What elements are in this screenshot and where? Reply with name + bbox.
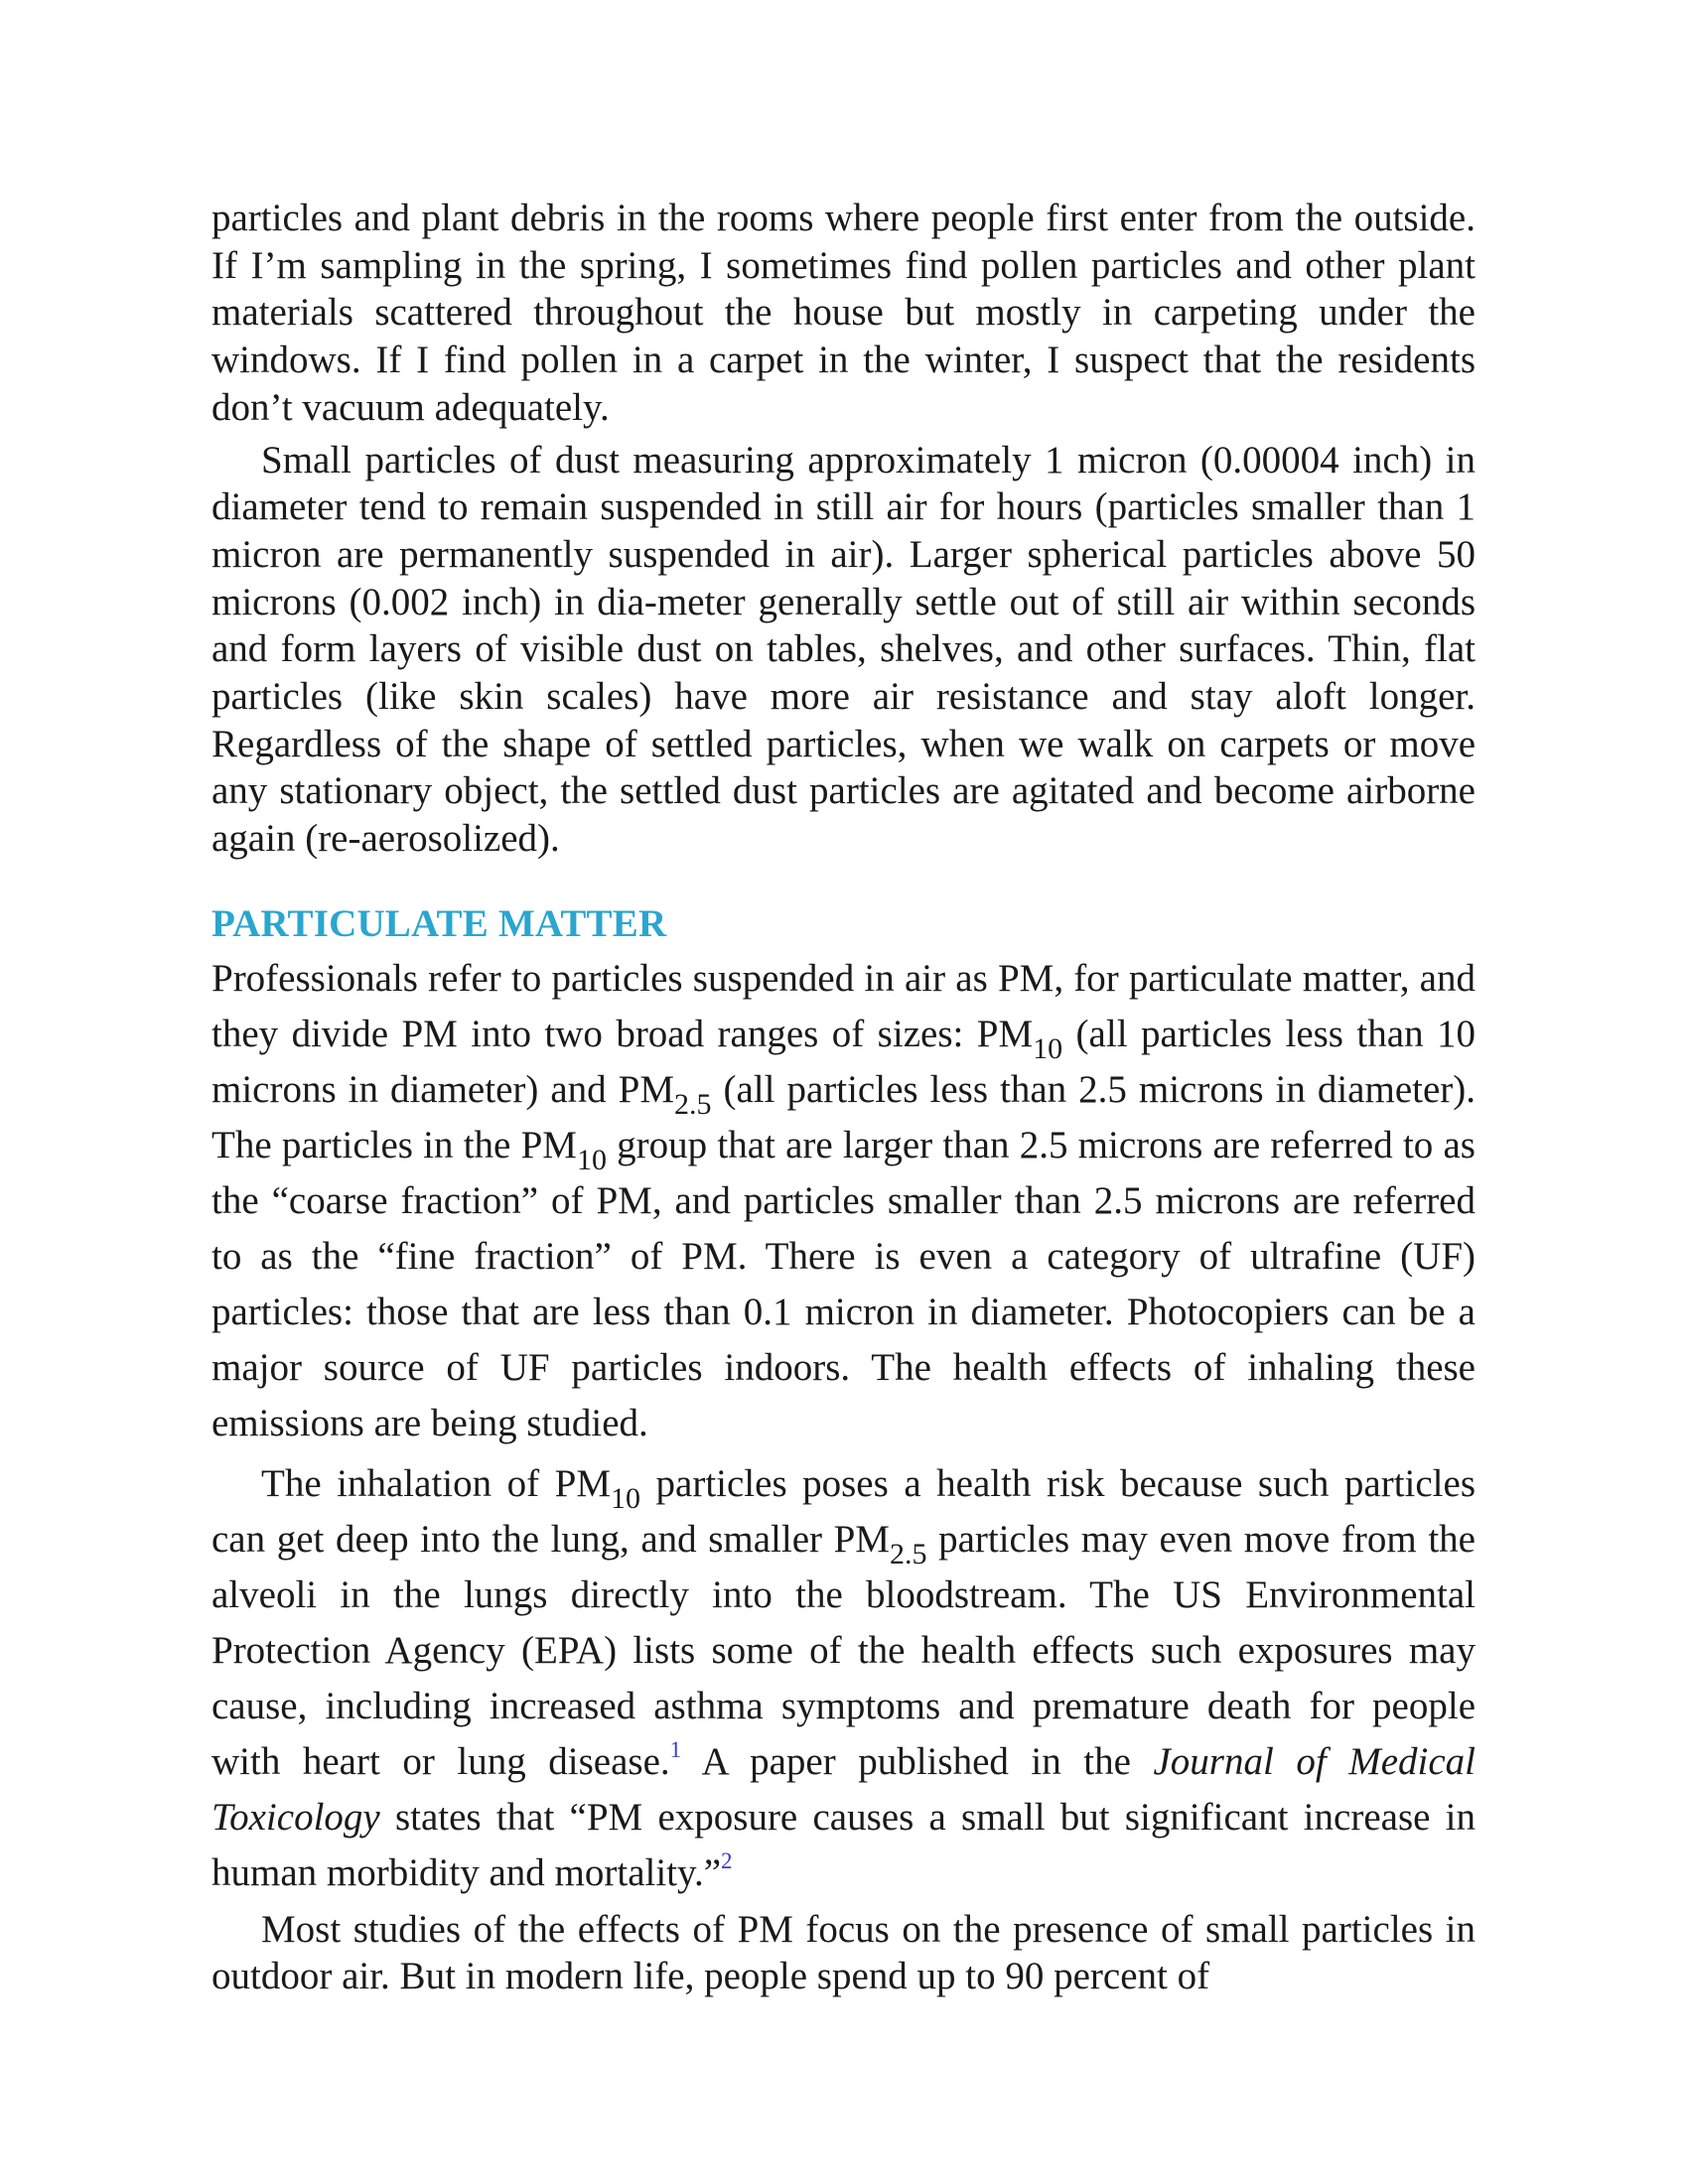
text-run: A paper published in the (681, 1739, 1154, 1783)
paragraph-dust-particles: Small particles of dust measuring approximately 1 micron (0.00004 inch) in diameter tend to remain suspended in still air for hours (particles smaller than 1 micron are permanently suspended in air). Larger spherical particles above 50 microns (0.002 inch) in dia-meter generally settle out of still air within seconds and form layers of visible dust on tables, shelves, and other surfaces. Thin, flat particles (like skin scales) have more air resistance and stay aloft longer. Regardless of the shape of settled particles, when we walk on carpets or move any stationary object, the settled dust particles are agitated and become airborne again (re-aerosolized). (211, 438, 1476, 861)
footnote-link-1[interactable]: 1 (669, 1736, 682, 1762)
text-run: (all particles less than 2.5 microns in diameter). The particles in the PM (211, 1067, 1476, 1166)
text-run: states that “PM exposure causes a small but significant increase in human morbidity and mortality.” (211, 1795, 1476, 1894)
section-heading: PARTICULATE MATTER (211, 901, 667, 945)
subscript: 2.5 (889, 1537, 927, 1570)
text-run: particles poses a health risk because such particles can get deep into the lung, and smaller PM (211, 1461, 1476, 1561)
paragraph-health-risk (211, 1456, 1476, 1901)
text-run: Professionals refer to particles suspended in air as PM, for particulate matter, and they divide PM into two broad ranges of sizes: PM (211, 956, 1476, 1055)
text-run: group that are larger than 2.5 microns are referred to as the “coarse fraction” of PM, and particles smaller than 2.5 microns are referred to as the “fine fraction” of PM. There is even a category of ultrafine (UF) particles: those that are less than 0.1 micron in diameter. Photocopiers can be a major source of UF particles indoors. The health effects of inhaling these emissions are being studied. (211, 1123, 1476, 1444)
paragraph-studies: Most studies of the effects of PM focus on the presence of small particles in outdoor air. But in modern life, people spend up to 90 percent of (211, 1907, 1476, 1998)
text-run: particles may even move from the alveoli in the lungs directly into the bloodstream. The US Environmental Protection Agency (EPA) lists some of the health effects such exposures may cause, including increased asthma symptoms and premature death for people with heart or lung disease. (211, 1517, 1476, 1783)
text-run: (all particles less than 10 microns in diameter) and PM (211, 1012, 1476, 1111)
subscript: 10 (1033, 1031, 1063, 1065)
page-body (211, 195, 1476, 2000)
subscript: 2.5 (674, 1087, 712, 1121)
paragraph-pm-definition (211, 951, 1476, 1451)
subscript: 10 (576, 1143, 607, 1176)
subscript: 10 (611, 1481, 640, 1515)
text-run: The inhalation of PM (261, 1461, 611, 1505)
journal-title: Journal of Medical Toxicology (211, 1739, 1476, 1839)
footnote-link-2[interactable]: 2 (721, 1847, 733, 1873)
paragraph-pollen: particles and plant debris in the rooms where people first enter from the outside. If I’m sampling in the spring, I sometimes find pollen particles and other plant materials scattered throughout the house but mostly in carpeting under the windows. If I find pollen in a carpet in the winter, I suspect that the residents don’t vacuum adequately. (211, 197, 1476, 429)
